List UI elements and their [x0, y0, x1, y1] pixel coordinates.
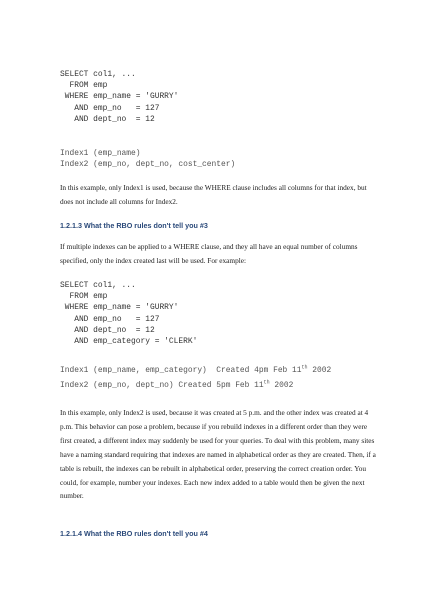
paragraph-1: In this example, only Index1 is used, because the WHERE clause includes all columns for that index, but does not include all columns for Index2. [60, 183, 367, 206]
index-line-1-superscript: th [301, 364, 308, 371]
paragraph-3: In this example, only Index2 is used, because it was created at 5 p.m. and the other index was created at 4 p.m. This behavior can pose a problem, because if you rebuild indexes in a different order than they were first created, a different index may suddenly be used for your queries. To deal with this problem, many sites have a naming standard requiring that indexes are named in alphabetical order as they are created. Then, if a table is rebuilt, the indexes can be rebuilt in alphabetical order, preserving the correct creation order. You could, for example, number your indexes. Each new index added to a table would then be given the next number. [60, 408, 376, 501]
paragraph-2: If multiple indexes can be applied to a WHERE clause, and they all have an equal number of columns specified, only the index created last will be used. For example: [60, 242, 358, 265]
sql-code-block-2: SELECT col1, ... FROM emp WHERE emp_name = 'GURRY' AND emp_no = 127 AND dept_no = 12 AND emp_category = 'CLERK' [60, 281, 198, 347]
index-code-block-1: Index1 (emp_name) Index2 (emp_no, dept_no, cost_center) [60, 149, 236, 170]
index-line-2-year: 2002 [269, 380, 294, 390]
section-heading-3: 1.2.1.3 What the RBO rules don't tell you #3 [60, 221, 208, 230]
index-line-1-text: Index1 (emp_name, emp_category) Created 4pm Feb 11 [60, 366, 302, 375]
index-code-block-2 [60, 364, 331, 393]
index-line-1 [60, 364, 331, 379]
section-heading-4: 1.2.1.4 What the RBO rules don't tell you #4 [60, 529, 208, 538]
index-line-2-superscript: th [263, 378, 270, 385]
index-line-2-text: Index2 (emp_no, dept_no) Created 5pm Feb 11 [60, 380, 264, 390]
index-line-1-year: 2002 [307, 366, 332, 375]
index-line-2 [60, 379, 331, 394]
sql-code-block-1: SELECT col1, ... FROM emp WHERE emp_name = 'GURRY' AND emp_no = 127 AND dept_no = 12 [60, 70, 179, 124]
